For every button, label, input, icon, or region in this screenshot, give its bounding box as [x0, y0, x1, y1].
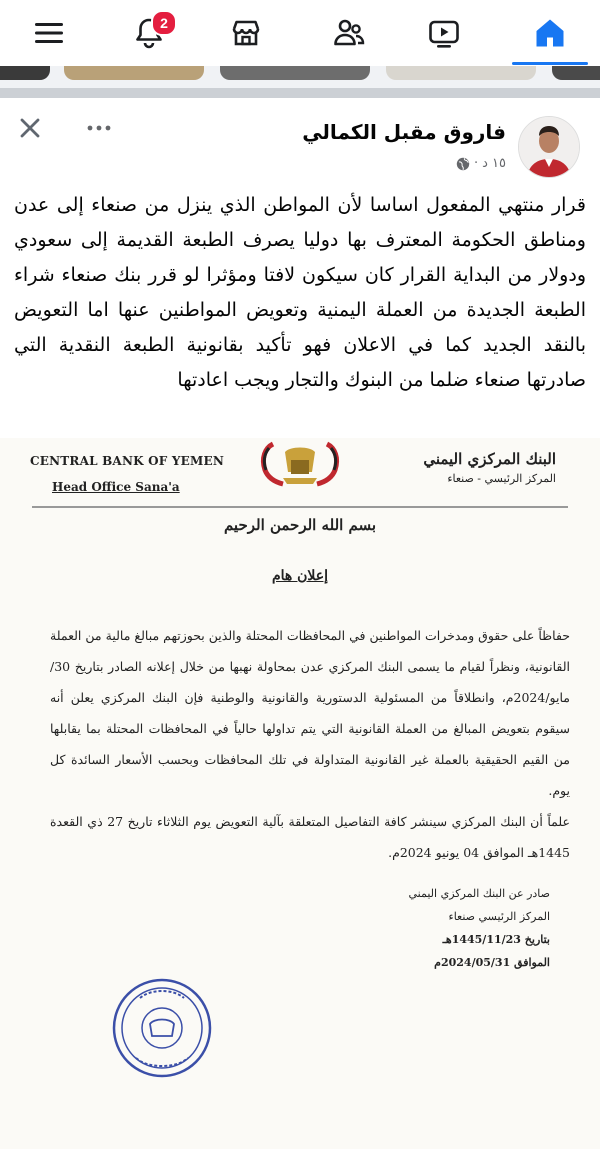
yemen-emblem-icon: [255, 438, 345, 490]
stories-strip: [0, 66, 600, 88]
signature-office: المركز الرئيسي صنعاء: [448, 910, 550, 923]
letterhead-arabic: [423, 450, 556, 485]
groups-icon: [332, 16, 366, 50]
post-text: قرار منتهي المفعول اساسا لأن المواطن الذي ينزل من صنعاء إلى عدن ومناطق الحكومة المعترف بها دوليا يصرف الطبعة القديمة إلى سعودي ودولار من البداية القرار كان سيكون لافتا ومؤثرا لو قرر بنك صنعاء شراء الطبعة الجديدة من العملة اليمنية وتعويض المواطنين عنها اما التعويض بالنقد الجديد كما في الاعلان فهو تأكيد بقانونية الطبعة النقدية التي صادرتها صنعاء ضلما من البنوك والتجار ويجب اعادتها: [14, 194, 586, 391]
story-card[interactable]: [0, 66, 50, 80]
shop-icon: [229, 16, 263, 50]
story-card[interactable]: [552, 66, 600, 80]
document-title: إعلان هام: [271, 568, 329, 584]
active-tab-indicator: [512, 62, 588, 65]
document-body-note: علماً أن البنك المركزي سينشر كافة التفاصيل المتعلقة بآلية التعويض يوم الثلاثاء تاريخ 27 ذي القعدة 1445هـ الموافق 04 يونيو 2024م.: [50, 814, 570, 860]
more-options-icon: [87, 125, 111, 131]
document-body: [50, 620, 570, 868]
feed-divider: [0, 88, 600, 98]
letterhead-bank-name-ar: البنك المركزي اليمني: [423, 450, 556, 468]
video-button[interactable]: [404, 0, 484, 66]
document-signature-block: [409, 882, 550, 974]
post-options-button[interactable]: [84, 116, 114, 140]
author-name[interactable]: فاروق مقبل الكمالي: [302, 120, 506, 144]
avatar-image: [519, 117, 579, 177]
home-button[interactable]: [510, 0, 590, 66]
marketplace-button[interactable]: [206, 0, 286, 66]
letterhead-office-ar: المركز الرئيسي - صنعاء: [447, 472, 556, 485]
close-icon: [19, 117, 41, 139]
letterhead-office-en: Head Office Sana'a: [52, 480, 180, 494]
signature-issuer: صادر عن البنك المركزي اليمني: [408, 887, 550, 900]
home-icon: [533, 16, 567, 50]
author-avatar[interactable]: [518, 116, 580, 178]
notifications-button[interactable]: [109, 0, 189, 66]
post-image[interactable]: [0, 438, 600, 1149]
letterhead-bank-name-en: CENTRAL BANK OF YEMEN: [30, 454, 224, 468]
signature-hijri-date: بتاريخ 1445/11/23هـ: [442, 933, 550, 946]
document-basmala: بسم الله الرحمن الرحيم: [223, 516, 377, 534]
menu-button[interactable]: [9, 0, 89, 66]
hide-post-button[interactable]: [14, 112, 46, 144]
globe-icon: [456, 157, 470, 171]
letterhead-english: [30, 454, 224, 494]
notification-count-badge: 2: [151, 10, 177, 36]
menu-icon: [32, 16, 66, 50]
official-stamp-icon: [110, 976, 214, 1080]
signature-gregorian-date: الموافق 2024/05/31م: [434, 956, 550, 969]
post-time[interactable]: ١٥ د: [482, 156, 506, 171]
story-card[interactable]: [386, 66, 536, 80]
letterhead-rule: [32, 506, 568, 508]
story-card[interactable]: [64, 66, 204, 80]
story-card[interactable]: [220, 66, 370, 80]
top-navigation-bar: [0, 0, 600, 67]
video-icon: [427, 16, 461, 50]
post-header: [0, 98, 600, 188]
groups-button[interactable]: [309, 0, 389, 66]
document-body-paragraph: حفاظاً على حقوق ومدخرات المواطنين في المحافظات المحتلة والذين بحوزتهم مبالغ مالية من العملة القانونية، ونظراً لقيام ما يسمى البنك المركزي عدن بمحاولة نهبها من خلال إعلانه الصادر بتاريخ 30/مايو/2024م، وانطلاقاً من المسئولية الدستورية والقانونية والوطنية فإن البنك المركزي يعلن أنه سيقوم بتعويض المبالغ من العملة القانونية التي يتم تداولها حالياً في المحافظات المحتلة بما يقابلها من القيم الحقيقية بالعملة غير القانونية المتداولة في تلك المحافظات وبحسب الأسعار السائدة كل يوم.: [50, 628, 570, 798]
post-meta: ١٥ د ·: [456, 156, 506, 171]
